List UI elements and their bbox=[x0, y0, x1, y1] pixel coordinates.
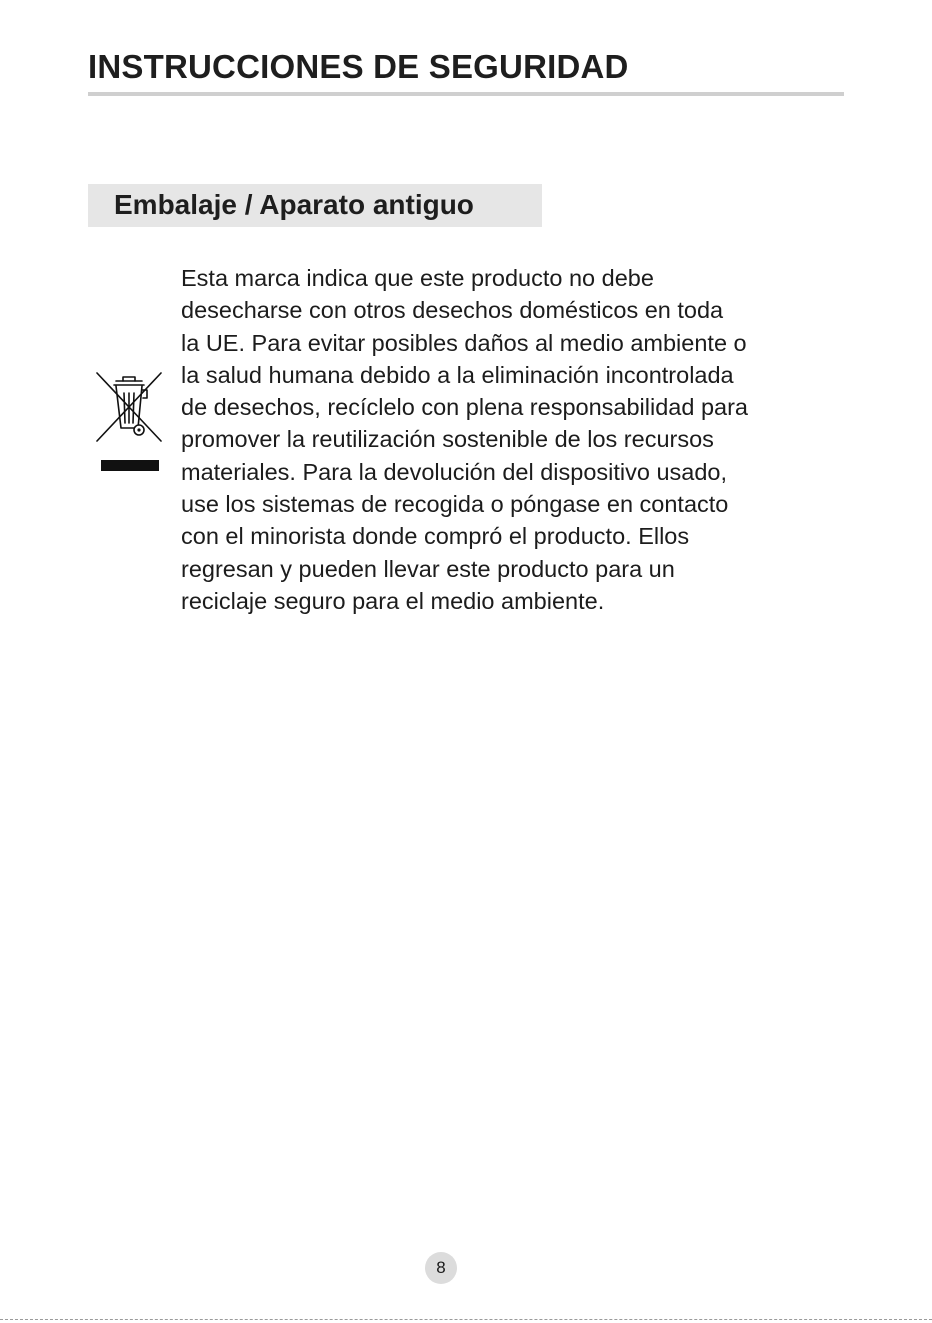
paragraph-line: promover la reutilización sostenible de los recursos bbox=[181, 426, 714, 453]
paragraph-line: la salud humana debido a la eliminación incontrolada bbox=[181, 361, 734, 388]
page-bottom-border bbox=[0, 1319, 932, 1320]
paragraph-line: use los sistemas de recogida o póngase en contacto bbox=[181, 491, 729, 518]
page-title: INSTRUCCIONES DE SEGURIDAD bbox=[88, 48, 629, 85]
paragraph-line: reciclaje seguro para el medio ambiente. bbox=[181, 587, 605, 614]
paragraph-line: materiales. Para la devolución del dispositivo usado, bbox=[181, 458, 728, 485]
page-number: 8 bbox=[436, 1258, 446, 1277]
paragraph-line: regresan y pueden llevar este producto para un bbox=[181, 555, 675, 582]
paragraph-line: desecharse con otros desechos domésticos en toda bbox=[181, 297, 724, 324]
paragraph-line: de desechos, recíclelo con plena responsabilidad para bbox=[181, 394, 748, 421]
paragraph-line: la UE. Para evitar posibles daños al medio ambiente o bbox=[181, 329, 747, 356]
title-underline bbox=[88, 92, 844, 96]
paragraph-line: Esta marca indica que este producto no debe bbox=[181, 265, 654, 291]
disposal-paragraph bbox=[181, 262, 841, 617]
paragraph-line: con el minorista donde compró el producto. Ellos bbox=[181, 523, 690, 550]
section-heading: Embalaje / Aparato antiguo bbox=[114, 189, 474, 220]
crossed-out-wheelie-bin-icon bbox=[94, 368, 164, 476]
section-heading-box bbox=[88, 184, 542, 227]
page-number-badge bbox=[425, 1252, 457, 1284]
